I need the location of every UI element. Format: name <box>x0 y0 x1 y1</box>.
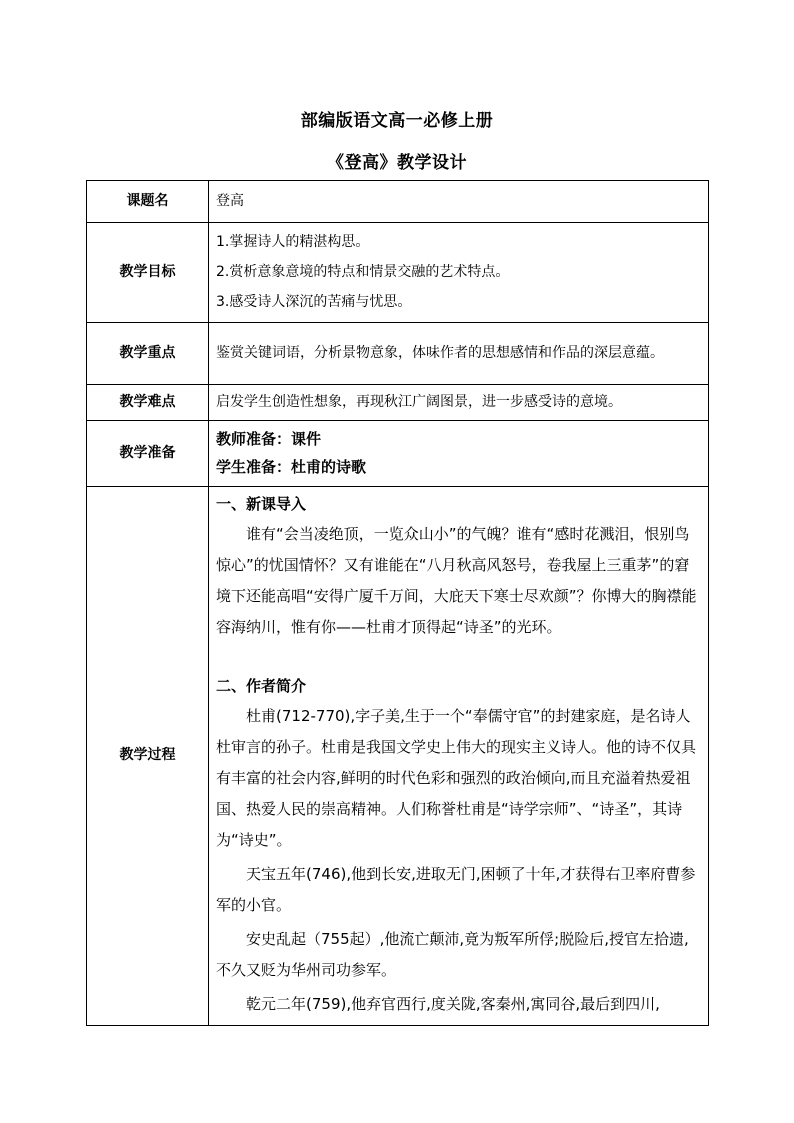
bio-paragraph: 安史乱起（755起）,他流亡颠沛,竟为叛军所俘;脱险后,授官左拾遗,不久又贬为华州司功参军。 <box>216 930 689 979</box>
goals-label: 教学目标 <box>87 223 209 323</box>
preparation-cell <box>209 421 709 487</box>
process-cell <box>209 487 709 1026</box>
goal-item: 2.赏析意象意境的特点和情景交融的艺术特点。 <box>216 264 510 280</box>
document-title: 部编版语文高一必修上册 <box>300 111 494 131</box>
document-subtitle: 《登高》教学设计 <box>327 153 467 173</box>
row-process <box>87 487 709 1026</box>
teacher-preparation: 教师准备：课件 <box>216 430 322 448</box>
difficulties-value: 启发学生创造性想象，再现秋江广阔图景，进一步感受诗的意境。 <box>209 385 709 421</box>
row-key-points <box>87 323 709 385</box>
row-difficulties <box>87 385 709 421</box>
bio-paragraph: 天宝五年(746),他到长安,进取无门,困顿了十年,才获得右卫率府曹参军的小官。 <box>216 865 696 914</box>
row-goals <box>87 223 709 323</box>
student-preparation: 学生准备：杜甫的诗歌 <box>216 458 367 476</box>
intro-paragraph: 谁有“会当凌绝顶，一览众山小”的气魄？谁有“感时花溅泪，恨别鸟惊心”的忧国情怀？又有谁能在“八月秋高风怒号，卷我屋上三重茅”的窘境下还能高唱“安得广厦千万间，大庇天下寒士尽欢颜”？你博大的胸襟能容海纳川，惟有你——杜甫才顶得起“诗圣”的光环。 <box>216 525 697 636</box>
goal-item: 1.掌握诗人的精湛构思。 <box>216 234 370 250</box>
bio-paragraph: 乾元二年(759),他弃官西行,度关陇,客秦州,寓同谷,最后到四川, <box>246 995 660 1013</box>
bio-paragraph: 杜甫(712-770),字子美,生于一个“奉儒守官”的封建家庭，是名诗人杜审言的孙子。杜甫是我国文学史上伟大的现实主义诗人。他的诗不仅具有丰富的社会内容,鲜明的时代色彩和强烈的政治倾向,而且充溢着热爱祖国、热爱人民的崇高精神。人们称誉杜甫是“诗学宗师”、“诗圣”，其诗为“诗史”。 <box>216 707 697 849</box>
section-heading-intro: 一、新课导入 <box>216 495 307 513</box>
lesson-plan-table <box>86 180 709 1026</box>
section-heading-author: 二、作者简介 <box>216 677 307 695</box>
row-topic <box>87 181 709 223</box>
goals-cell <box>209 223 709 323</box>
difficulties-label: 教学难点 <box>87 385 209 421</box>
process-label: 教学过程 <box>87 487 209 1026</box>
key-points-label: 教学重点 <box>87 323 209 385</box>
row-preparation <box>87 421 709 487</box>
topic-label: 课题名 <box>87 181 209 223</box>
preparation-label: 教学准备 <box>87 421 209 487</box>
topic-value: 登高 <box>209 181 709 223</box>
goal-item: 3.感受诗人深沉的苦痛与忧思。 <box>216 294 412 310</box>
key-points-value: 鉴赏关键词语，分析景物意象，体味作者的思想感情和作品的深层意蕴。 <box>209 323 709 385</box>
